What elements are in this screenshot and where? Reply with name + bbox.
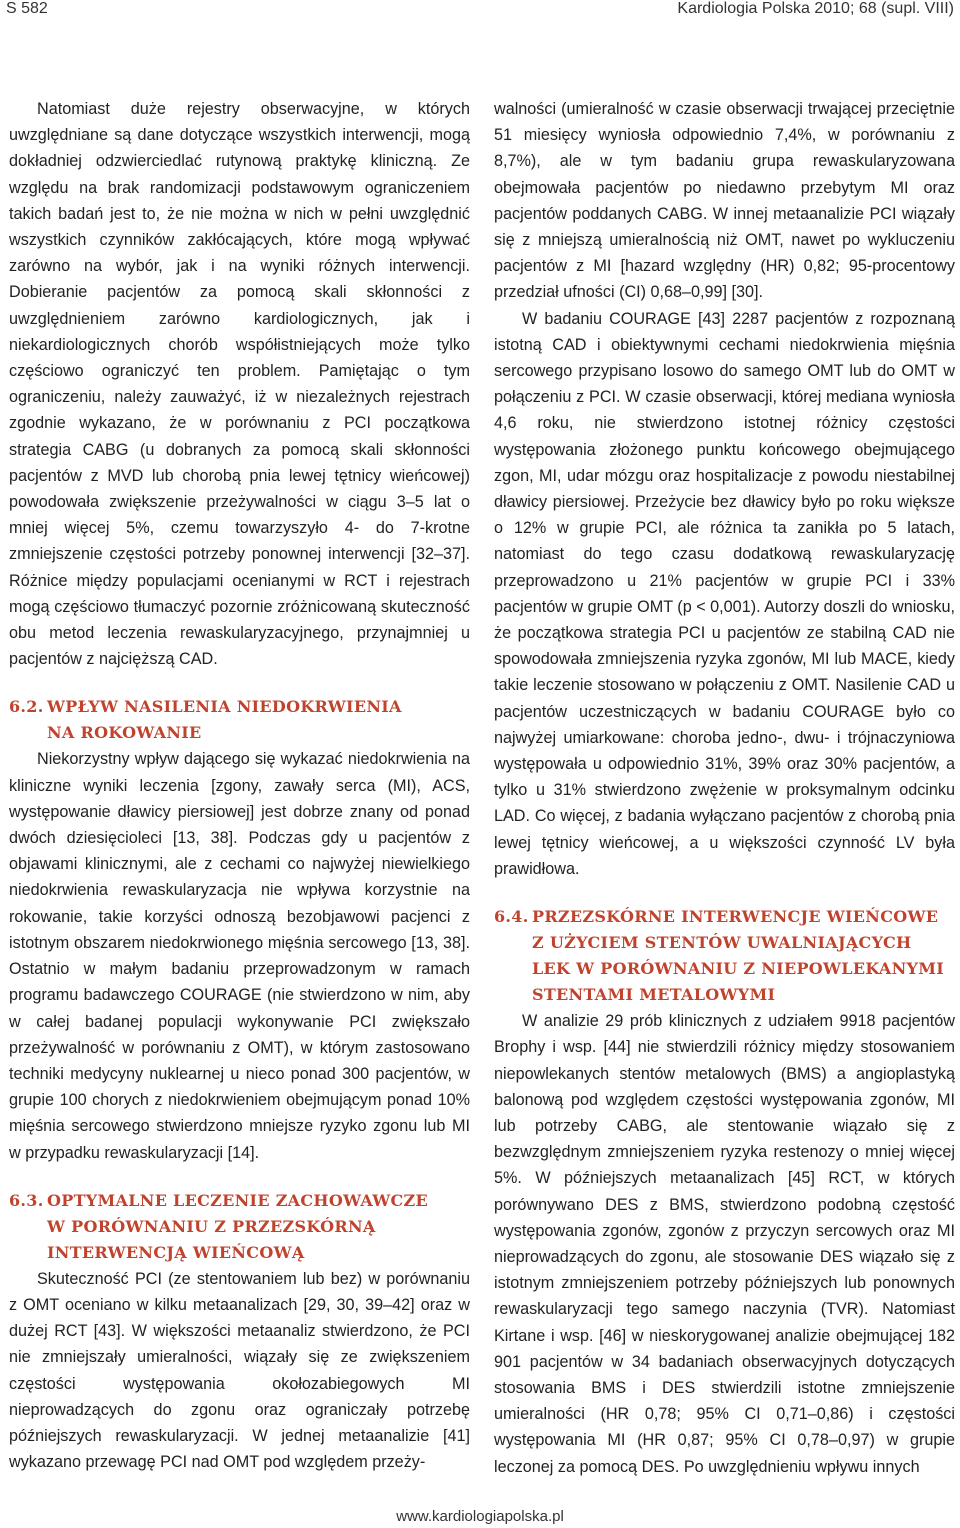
- section-heading-6-4: [494, 904, 955, 1008]
- section-title-line: NA ROKOWANIE: [47, 723, 202, 743]
- section-title-line: STENTAMI METALOWYMI: [532, 985, 776, 1005]
- paragraph: walności (umieralność w czasie obserwacji trwającej przeciętnie 51 miesięcy wyniosła odpowiednio 7,4%, w porównaniu z 8,7%), ale w tym badaniu grupa rewaskularyzowana obejmowała pacjentów po niedawno przebytym MI oraz pacjentów poddanych CABG. W innej metaanalizie PCI wiązały się z mniejszą umieralnością niż OMT, nawet po wykluczeniu pacjentów z MI [hazard względny (HR) 0,82; 95-procentowy przedział ufności (CI) 0,68–0,99] [30].: [494, 100, 955, 302]
- section-title-line: Z UŻYCIEM STENTÓW UWALNIAJĄCYCH: [532, 933, 912, 953]
- paragraph: Natomiast duże rejestry obserwacyjne, w których uwzględniane są dane dotyczące wszystkich interwencji, mogą dokładniej odzwierciedlać rutynową praktykę kliniczną. Ze względu na brak randomizacji podstawowym ograniczeniem takich badań jest to, że nie można w nich w pełni uwzględnić wszystkich czynników zakłócających, które mogą wpływać zarówno na wybór, jak i na wyniki różnych interwencji. Dobieranie pacjentów za pomocą skali skłonności z uwzględnieniem zarówno kardiologicznych, jak i niekardiologicznych chorób współistniejących może tylko częściowo ograniczyć ten problem. Pamiętając o tym ograniczeniu, należy zauważyć, iż w niezależnych rejestrach zgodnie wykazano, że w porównaniu z PCI początkowa strategia CABG (u dobranych za pomocą skali skłonności pacjentów z MVD lub chorobą pnia lewej tętnicy wieńcowej) powodowała zwiększenie przeżywalności w ciągu 3–5 lat o mniej więcej 5%, czemu towarzyszyło 4- do 7-krotne zmniejszenie częstości potrzeby ponownej interwencji [32–37]. Różnice między populacjami ocenianymi w RCT i rejestrach mogą częściowo tłumaczyć pozornie zróżnicowaną skuteczność obu metod leczenia rewaskularyzacyjnego, przynajmniej u pacjentów z najcięższą CAD.: [9, 100, 470, 669]
- paragraph: W analizie 29 prób klinicznych z udziałem 9918 pacjentów Brophy i wsp. [44] nie stwierdzili różnicy między stosowaniem niepowlekanych stentów metalowych (BMS) a angioplastyką balonową pod względem częstości występowania zgonów, MI lub potrzeby CABG, ale stentowanie wiązało się z bezwzględnym zmniejszeniem ryzyka restenozy o mniej więcej 5%. W późniejszych metaanalizach [45] RCT, w których porównywano DES z BMS, stwierdzono podobną częstość występowania zgonów, zgonów z przyczyn sercowych oraz MI nieprowadzących do zgonu, ale stosowanie DES wiązało się z istotnym zmniejszeniem potrzeby późniejszych lub ponownych rewaskularyzacji tego samego naczynia (TVR). Natomiast Kirtane i wsp. [46] w nieskorygowanej analizie obejmującej 182 901 pacjentów w 34 badaniach obserwacyjnych dotyczących stosowania BMS i DES stwierdzili istotne zmniejszenie umieralności (HR 0,78; 95% CI 0,71–0,86) i częstości występowania MI (HR 0,87; 95% CI 0,78–0,97) w grupie leczonej za pomocą DES. Po uwzględnieniu wpływu innych: [494, 1012, 955, 1476]
- footer-url[interactable]: www.kardiologiapolska.pl: [396, 1508, 564, 1525]
- section-title-line: PRZEZSKÓRNE INTERWENCJE WIEŃCOWE: [532, 907, 939, 927]
- section-heading-6-2: [9, 694, 470, 746]
- right-column: [494, 96, 955, 1480]
- left-column: [9, 96, 470, 1475]
- paragraph: Niekorzystny wpływ dającego się wykazać niedokrwienia na kliniczne wyniki leczenia [zgony, zawały serca (MI), ACS, występowanie dławicy piersiowej] jest dobrze znany od ponad dwóch dziesięcioleci [13, 38]. Podczas gdy u pacjentów z objawami klinicznymi, ale z cechami co najwyżej niewielkiego niedokrwienia rewaskularyzacja nie wpływa korzystnie na rokowanie, takie korzyści odnoszą bezobjawowi pacjenci z istotnym obszarem niedokrwionego mięśnia sercowego [13, 38]. Ostatnio w małym badaniu przeprowadzonym w ramach programu badawczego COURAGE (nie stwierdzono w nim, aby w całej badanej populacji wykonywanie PCI zwiększało przeżywalność w porównaniu z OMT), w którym zastosowano techniki medycyny nuklearnej u nieco ponad 300 pacjentów, w grupie 100 chorych z niedokrwieniem obejmującym ponad 10% mięśnia sercowego stwierdzono mniejsze ryzyko zgonu lub MI w przypadku rewaskularyzacji [14].: [9, 750, 470, 1162]
- paragraph: Skuteczność PCI (ze stentowaniem lub bez) w porównaniu z OMT oceniano w kilku metaanalizach [29, 30, 39–42] oraz w dużej RCT [43]. W większości metaanaliz stwierdzono, że PCI nie zmniejszały umieralności, wiązały się ze zwiększeniem częstości występowania okołozabiegowych MI nieprowadzących do zgonu oraz ograniczały potrzebę późniejszych rewaskularyzacji. W jednej metaanalizie [41] wykazano przewagę PCI nad OMT pod względem przeży-: [9, 1269, 470, 1472]
- section-heading-6-3: [9, 1188, 470, 1266]
- section-number: 6.4.: [494, 907, 529, 927]
- page-number: S 582: [6, 0, 48, 17]
- section-title-line: INTERWENCJĄ WIEŃCOWĄ: [47, 1242, 305, 1262]
- journal-citation: Kardiologia Polska 2010; 68 (supl. VIII): [677, 0, 954, 17]
- section-title-line: WPŁYW NASILENIA NIEDOKRWIENIA: [47, 697, 402, 717]
- section-number: 6.3.: [9, 1190, 44, 1210]
- section-title-line: LEK W PORÓWNANIU Z NIEPOWLEKANYMI: [532, 959, 945, 979]
- section-title-line: OPTYMALNE LECZENIE ZACHOWAWCZE: [47, 1190, 429, 1210]
- section-number: 6.2.: [9, 697, 44, 717]
- page-header: [0, 0, 960, 22]
- paragraph: W badaniu COURAGE [43] 2287 pacjentów z rozpoznaną istotną CAD i obiektywnymi cechami niedokrwienia mięśnia sercowego przypisano losowo do samego OMT lub do OMT w połączeniu z PCI. W czasie obserwacji, której mediana wyniosła 4,6 roku, nie stwierdzono istotnej różnicy częstości występowania złożonego punktu końcowego obejmującego zgon, MI, udar mózgu oraz hospitalizacje z powodu niestabilnej dławicy piersiowej. Przeżycie bez dławicy było po roku większe o 12% w grupie PCI, ale różnica ta zanikła po 5 latach, natomiast do tego czasu dodatkową rewaskularyzację przeprowadzono u 21% pacjentów w grupie PCI i 33% pacjentów w grupie OMT (p < 0,001). Autorzy doszli do wniosku, że początkowa strategia PCI u pacjentów ze stabilną CAD nie spowodowała zmniejszenia ryzyka zgonów, MI lub MACE, kiedy takie leczenie stosowano w połączeniu z OMT. Nasilenie CAD u pacjentów uczestniczących w badaniu COURAGE było co najwyżej umiarkowane: choroba jedno-, dwu- i trójnaczyniowa występowała u odpowiednio 31%, 39% oraz 30% pacjentów, a tylko u 31% stwierdzono zwężenie w proksymalnym odcinku LAD. Co więcej, z badania wyłączano pacjentów z chorobą pnia lewej tętnicy wieńcowej, a u większości czynność LV była prawidłowa.: [494, 309, 955, 878]
- section-title-line: W PORÓWNANIU Z PRZEZSKÓRNĄ: [47, 1216, 376, 1236]
